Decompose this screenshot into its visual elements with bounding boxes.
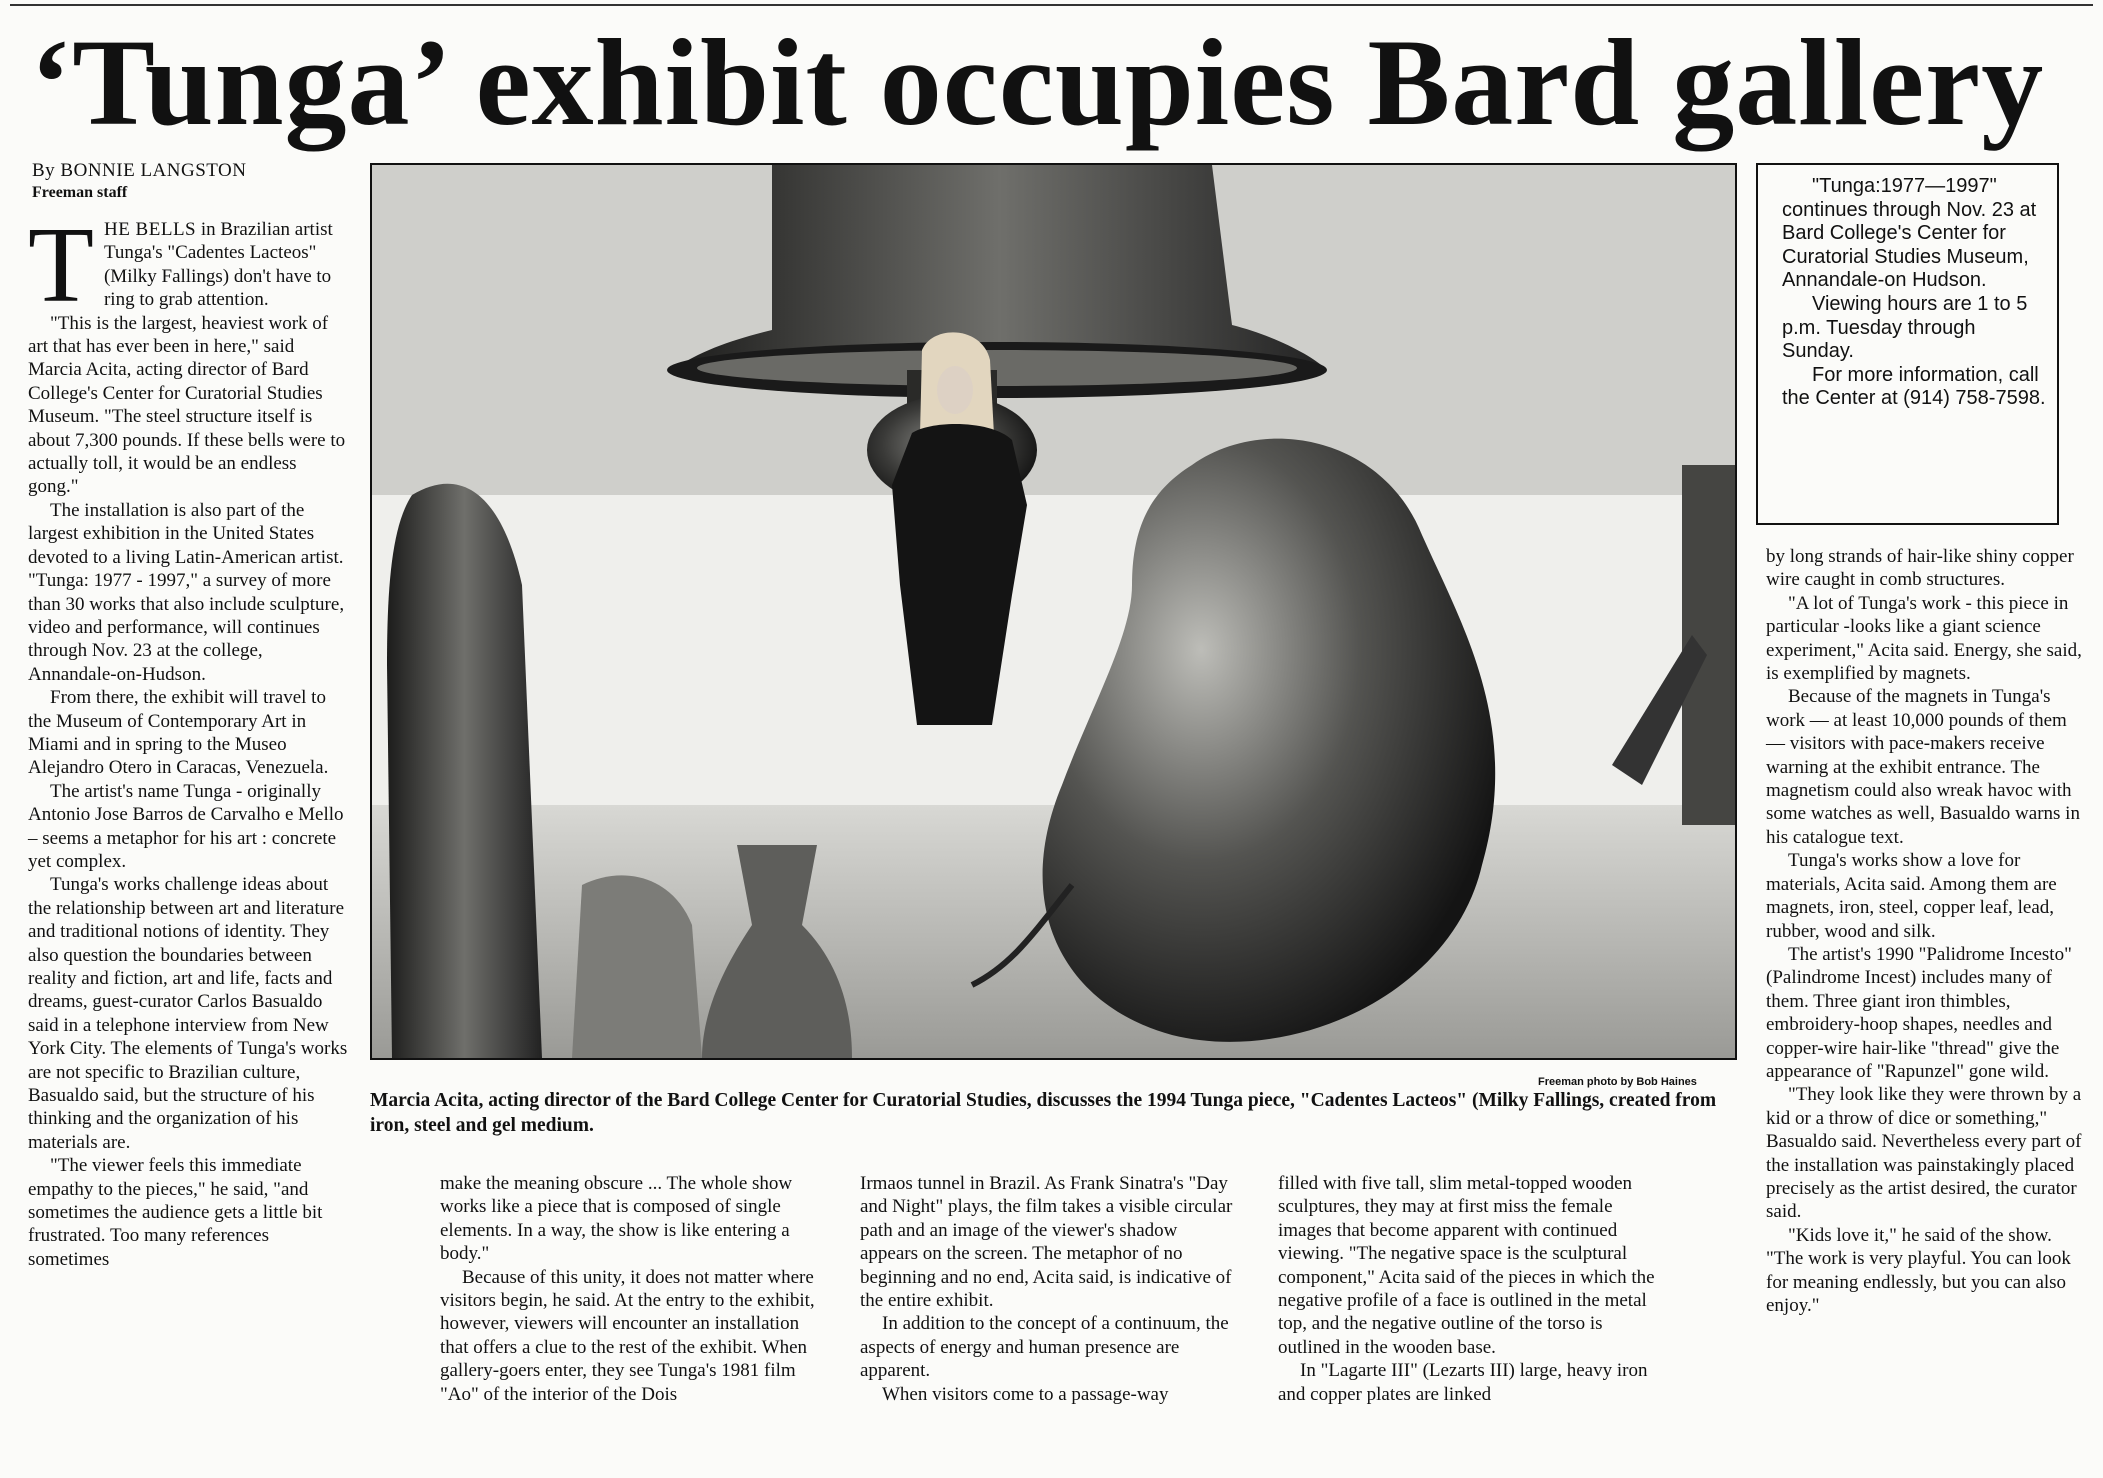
article-column-1 [28, 206, 350, 1271]
staff-line: Freeman staff [32, 184, 128, 201]
paragraph: Irmaos tunnel in Brazil. As Frank Sinatra's "Day and Night" plays, the film takes a visible circular path and an image of the viewer's shadow appears on the screen. The metaphor of no beginning and no end, Acita said, is indicative of the entire exhibit. [860, 1173, 1233, 1312]
top-rule [10, 4, 2093, 6]
paragraph: "A lot of Tunga's work - this piece in particular -looks like a giant science experiment," Acita said. Energy, she said, is exemplified by magnets. [1766, 592, 2082, 685]
headline: ‘Tunga’ exhibit occupies Bard gallery [30, 14, 2045, 151]
photo-caption: Marcia Acita, acting director of the Bard College Center for Curatorial Studies, discusses the 1994 Tunga piece, "Cadentes Lacteos" (Milky Fallings, created from iron, steel and gel medium. [370, 1090, 1717, 1136]
article-column-3 [860, 1172, 1238, 1406]
paragraph: The installation is also part of the largest exhibition in the United States devoted to a living Latin-American artist. "Tunga: 1977 - 1997," a survey of more than 30 works that also include sculpture, video and performance, will continues through Nov. 23 at the college, Annandale-on-Hudson. [28, 499, 345, 685]
paragraph: In "Lagarte III" (Lezarts III) large, heavy iron and copper plates are linked [1278, 1360, 1648, 1405]
info-contact: For more information, call the Center at (914) 758-7598. [1782, 363, 2046, 410]
info-hours: Viewing hours are 1 to 5 p.m. Tuesday through Sunday. [1782, 292, 2028, 363]
article-column-2 [440, 1172, 818, 1406]
paragraph: Because of this unity, it does not matter where visitors begin, he said. At the entry to the exhibit, however, viewers will encounter an installation that offers a clue to the rest of the exhibit. When gallery-goers enter, they see Tunga's 1981 film "Ao" of the interior of the Dois [440, 1266, 815, 1405]
photo [370, 163, 1737, 1060]
paragraph: In addition to the concept of a continuum, the aspects of energy and human presence are apparent. [860, 1313, 1229, 1382]
paragraph: The artist's 1990 "Palidrome Incesto" (Palindrome Incest) includes many of them. Three giant iron thimbles, embroidery-hoop shapes, needles and copper-wire hair-like "thread" give the appearance of "Rapunzel" gone wild. [1766, 943, 2072, 1082]
paragraph: The artist's name Tunga - originally Antonio Jose Barros de Carvalho e Mello – seems a metaphor for his art : concrete yet complex. [28, 780, 344, 872]
article-column-5 [1766, 545, 2084, 1317]
paragraph: From there, the exhibit will travel to the Museum of Contemporary Art in Miami and in spring to the Museo Alejandro Otero in Caracas, Venezuela. [28, 687, 329, 779]
paragraph: Tunga's works challenge ideas about the relationship between art and literature and traditional notions of identity. They also question the boundaries between reality and fiction, art and life, facts and dreams, guest-curator Carlos Basualdo said in a telephone interview from New York City. The elements of Tunga's works are not specific to Brazilian culture, Basualdo said, but the structure of his thinking and the organization of his materials are. [28, 874, 348, 1153]
paragraph: Because of the magnets in Tunga's work — at least 10,000 pounds of them — visitors with pace-makers receive warning at the exhibit entrance. The magnetism could also wreak havoc with some watches as well, Basualdo warns in his catalogue text. [1766, 686, 2080, 848]
paragraph: filled with five tall, slim metal-topped wooden sculptures, they may at first miss the female images that become apparent with continued viewing. "The negative space is the sculptural component," Acita said of the pieces in which the negative profile of a face is outlined in the metal top, and the negative outline of the torso is outlined in the wooden base. [1278, 1173, 1655, 1358]
info-dates: "Tunga:1977—1997" continues through Nov. 23 at Bard College's Center for Curatorial Studies Museum, Annandale-on Hudson. [1782, 175, 2037, 292]
paragraph: Tunga's works show a love for materials, Acita said. Among them are magnets, iron, steel, copper leaf, lead, rubber, wood and silk. [1766, 850, 2057, 942]
drop-cap: T [28, 206, 94, 325]
paragraph: make the meaning obscure ... The whole show works like a piece that is composed of single elements. In a way, the show is like entering a body." [440, 1173, 793, 1265]
article-column-4 [1278, 1172, 1656, 1406]
lead-in: HE BELLS [103, 219, 197, 240]
lead-paragraph-text: in Brazilian artist Tunga's "Cadentes Lacteos" (Milky Fallings) don't have to ring to grab attention. [103, 219, 333, 311]
byline: By BONNIE LANGSTON [32, 160, 247, 181]
photo-credit: Freeman photo by Bob Haines [1538, 1076, 1697, 1088]
info-box [1756, 163, 2059, 525]
photo-illustration [372, 165, 1735, 1058]
paragraph: "This is the largest, heaviest work of art that has ever been in here," said Marcia Acita, acting director of Bard College's Center for Curatorial Studies Museum. "The steel structure itself is about 7,300 pounds. If these bells were to actually toll, it would be an endless gong." [28, 312, 346, 498]
paragraph: "The viewer feels this immediate empathy to the pieces," he said, "and sometimes the audience gets a little bit frustrated. Too many references sometimes [28, 1155, 323, 1270]
paragraph: "They look like they were thrown by a kid or a throw of dice or something," Basualdo said. Nevertheless every part of the installation was painstakingly placed precisely as the artist desired, the curator said. [1766, 1084, 2082, 1223]
paragraph: by long strands of hair-like shiny copper wire caught in comb structures. [1766, 546, 2074, 591]
paragraph: When visitors come to a passage-way [882, 1383, 1169, 1405]
lead-paragraph [28, 206, 350, 325]
paragraph: "Kids love it," he said of the show. "The work is very playful. You can look for meaning endlessly, but you can also enjoy." [1766, 1224, 2071, 1316]
